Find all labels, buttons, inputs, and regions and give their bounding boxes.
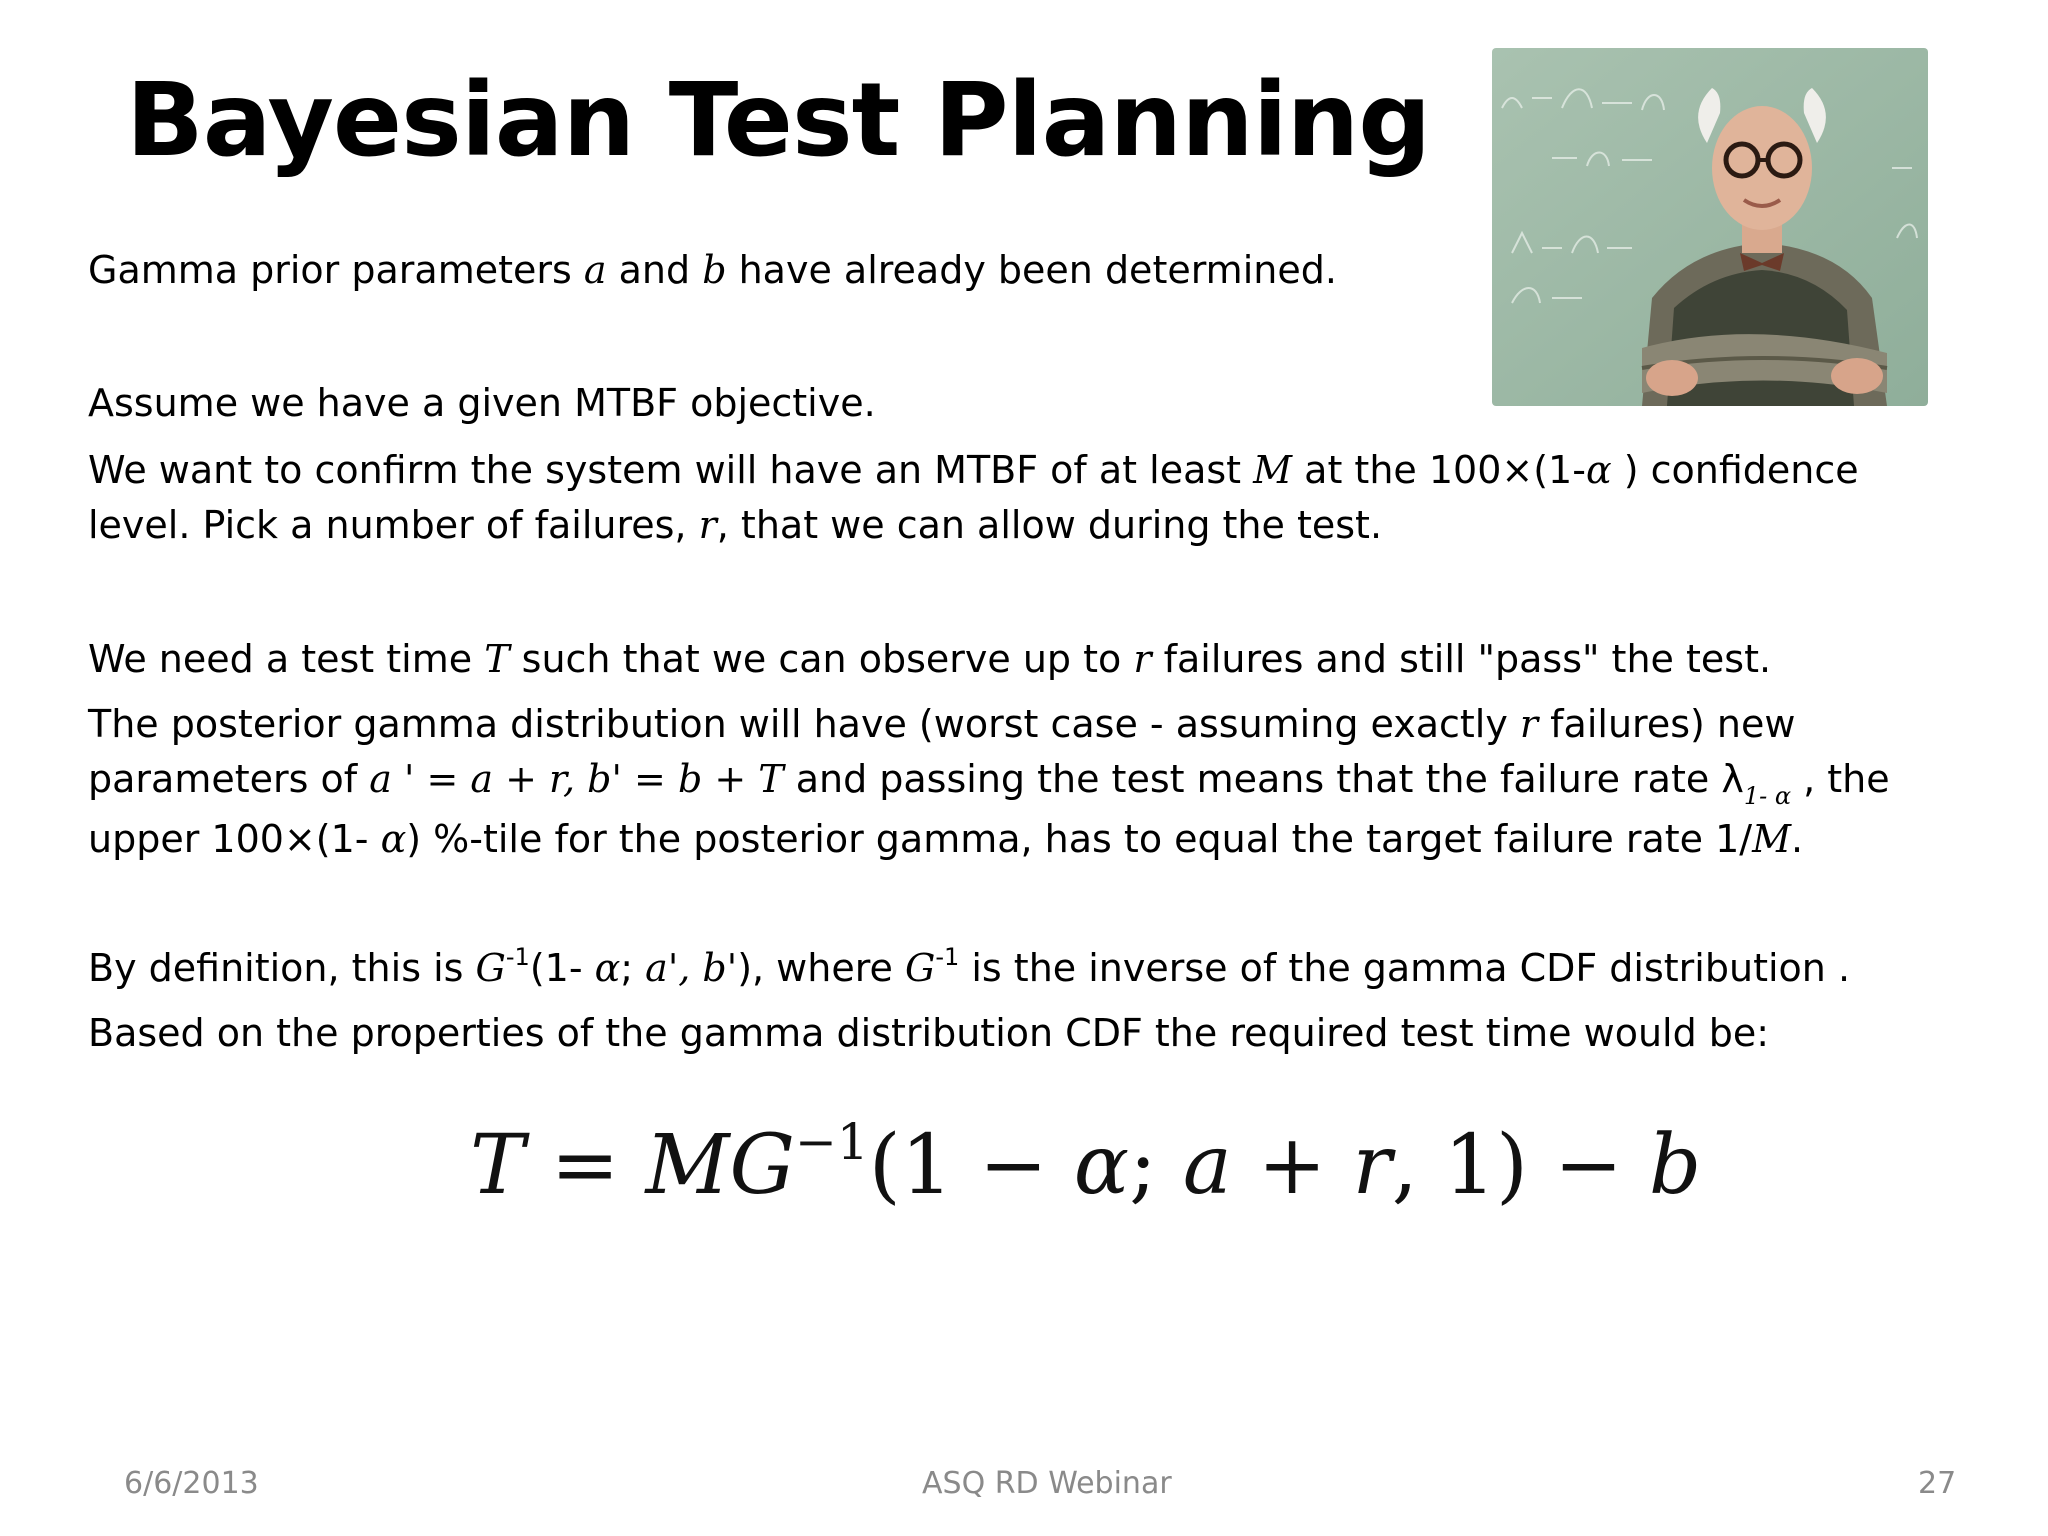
text-run: , that we can allow during the test. — [716, 503, 1383, 547]
formula-mg: MG — [645, 1118, 796, 1213]
formula-semicolon: ; — [1129, 1118, 1183, 1213]
paragraph-prior-params — [88, 243, 1948, 298]
formula-open: (1 − — [868, 1118, 1074, 1213]
paragraph-definition — [88, 941, 1948, 1001]
text-run: ) %-tile for the posterior gamma, has to equal the target failure rate 1/ — [406, 817, 1753, 861]
alpha-symbol: α — [594, 946, 621, 990]
line — [88, 812, 1948, 867]
text-run: and passing the test means that the failure rate — [783, 757, 1722, 801]
footer-page-number: 27 — [1918, 1466, 1957, 1501]
posterior-args: a', b' — [645, 946, 738, 990]
text-run: ), where — [737, 946, 905, 990]
text-run: level. Pick a number of failures, — [88, 503, 699, 547]
text-run: We want to confirm the system will have an MTBF of at least — [88, 448, 1254, 492]
text-run: parameters of — [88, 757, 370, 801]
text-run: have already been determined. — [726, 248, 1337, 292]
superscript: -1 — [505, 943, 530, 971]
text-run: (1- — [529, 946, 595, 990]
text-run: , the — [1791, 757, 1890, 801]
formula-superscript: −1 — [795, 1113, 869, 1171]
var-a: a — [583, 248, 607, 292]
paragraph-test-time — [88, 632, 1948, 687]
formula-rest: , 1) − — [1391, 1118, 1649, 1213]
lambda-symbol: λ — [1721, 757, 1744, 801]
line — [88, 752, 1948, 812]
line — [88, 498, 1948, 553]
paragraph-confirm-mtbf — [88, 443, 1948, 553]
superscript: -1 — [935, 943, 960, 971]
var-r: r — [698, 503, 717, 547]
test-time-formula — [470, 1113, 1702, 1213]
footer-date: 6/6/2013 — [124, 1466, 259, 1501]
text-run: at the 100×(1- — [1292, 448, 1586, 492]
text-run: By definition, this is — [88, 946, 476, 990]
var-m: M — [1253, 448, 1293, 492]
formula-equals: = — [524, 1118, 646, 1213]
text-run: We need a test time — [88, 637, 485, 681]
posterior-params: a ' = a + r, b' = b + T — [369, 757, 784, 801]
text-run: ; — [620, 946, 646, 990]
text-run: upper 100×(1- — [88, 817, 381, 861]
formula-alpha: α — [1073, 1118, 1130, 1213]
line — [88, 443, 1948, 498]
var-t: T — [484, 637, 510, 681]
alpha-symbol: α — [1585, 448, 1612, 492]
formula-t: T — [470, 1118, 525, 1213]
formula-b: b — [1648, 1118, 1702, 1213]
professor-photo — [1492, 48, 1928, 406]
alpha-symbol: α — [380, 817, 407, 861]
formula-r: r — [1352, 1118, 1392, 1213]
var-r: r — [1519, 702, 1539, 746]
text-run: The posterior gamma distribution will have (worst case - assuming exactly — [88, 702, 1520, 746]
formula-plus: + — [1231, 1118, 1353, 1213]
lambda-subscript: 1- α — [1743, 782, 1792, 810]
var-g: G — [904, 946, 936, 990]
text-run: failures and still "pass" the test. — [1151, 637, 1772, 681]
text-run: . — [1791, 817, 1804, 861]
var-b: b — [702, 248, 727, 292]
formula-a: a — [1182, 1118, 1232, 1213]
paragraph-required-time: Based on the properties of the gamma distribution CDF the required test time would be: — [88, 1011, 1770, 1055]
text-run: failures) new — [1538, 702, 1796, 746]
text-run: such that we can observe up to — [509, 637, 1134, 681]
paragraph-posterior — [88, 697, 1948, 867]
text-run: and — [606, 248, 703, 292]
line — [88, 697, 1948, 752]
text-run: is the inverse of the gamma CDF distribution . — [959, 946, 1851, 990]
text-run: ) confidence — [1611, 448, 1859, 492]
footer-title: ASQ RD Webinar — [922, 1466, 1172, 1501]
var-r: r — [1133, 637, 1152, 681]
var-g: G — [475, 946, 506, 990]
text-run: Gamma prior parameters — [88, 248, 584, 292]
slide-title: Bayesian Test Planning — [126, 61, 1431, 180]
paragraph-mtbf-objective: Assume we have a given MTBF objective. — [88, 381, 876, 425]
var-m: M — [1752, 817, 1791, 861]
